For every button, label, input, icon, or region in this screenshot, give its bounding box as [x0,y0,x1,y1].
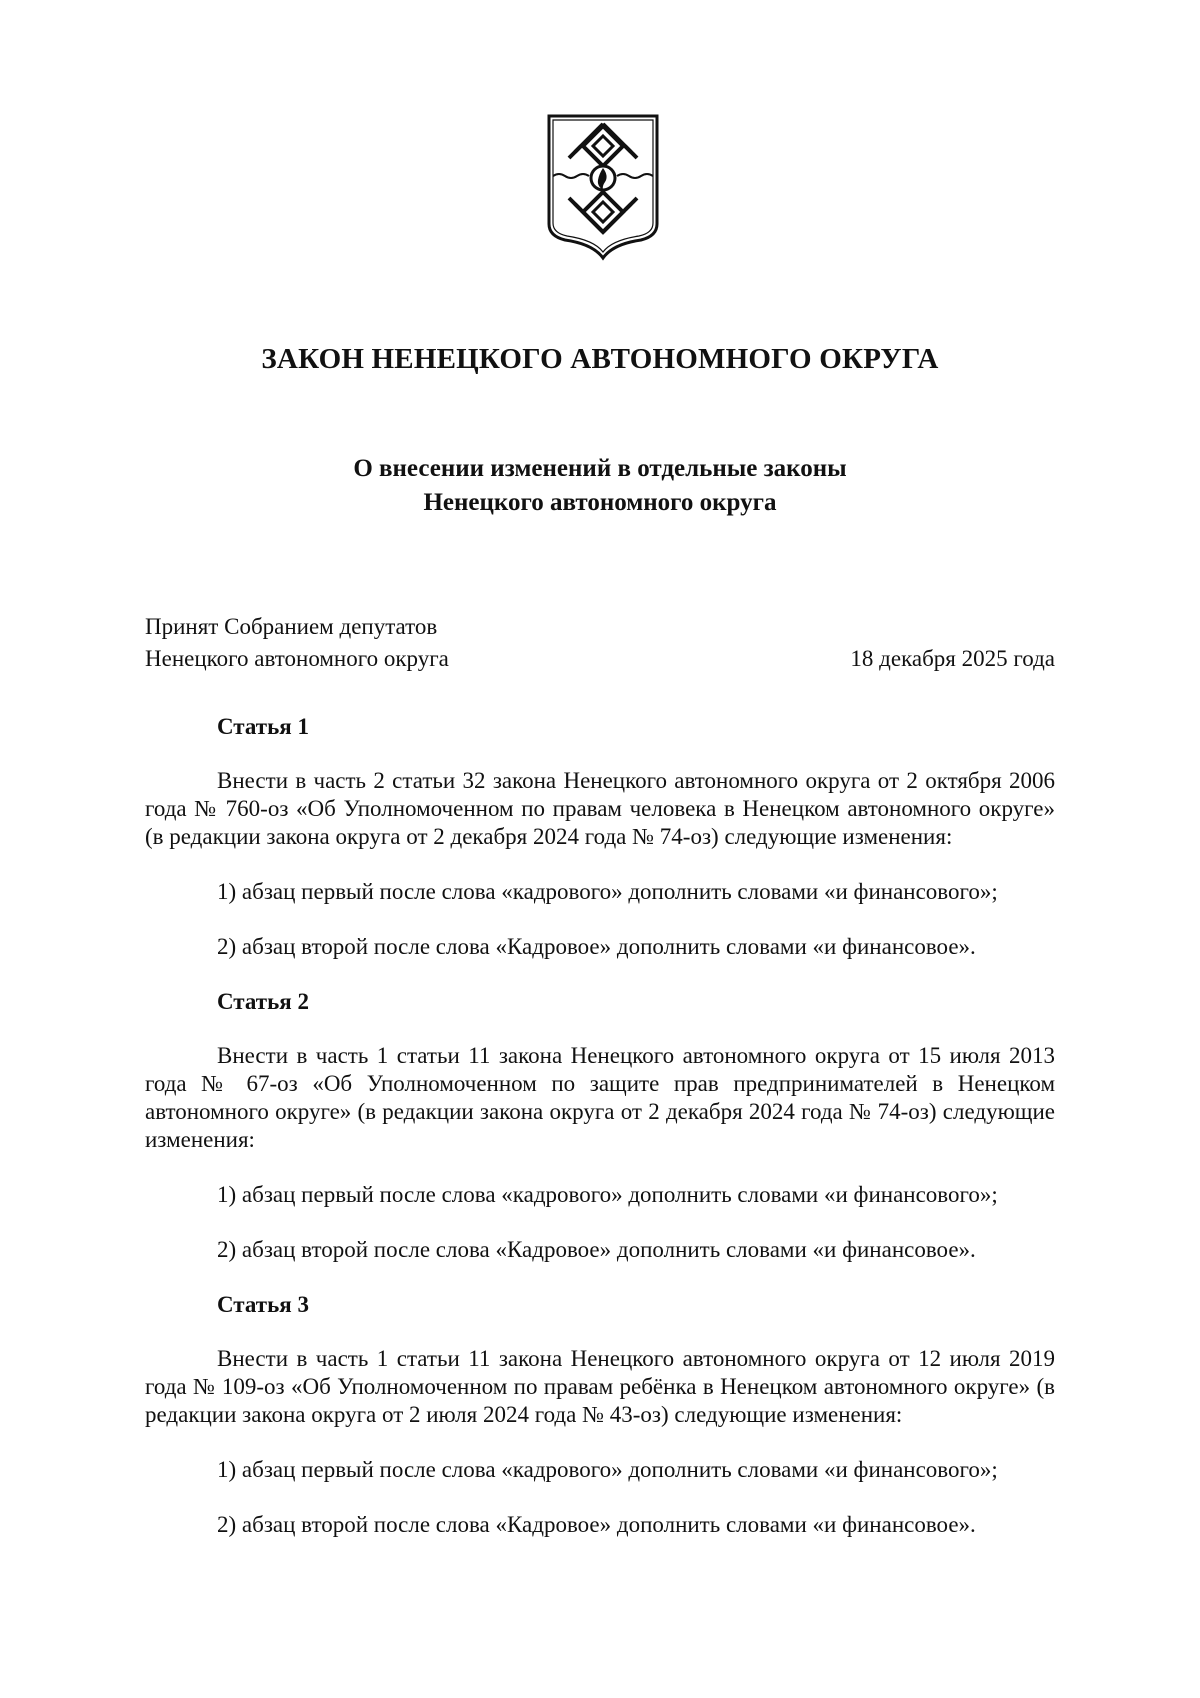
list-item: 2) абзац второй после слова «Кадровое» дополнить словами «и финансовое». [217,1237,976,1262]
article-intro: Внести в часть 1 статьи 11 закона Ненецкого автономного округа от 12 июля 2019 года № 109-оз «Об Уполномоченном по правам ребёнка в Ненецком автономного округе» (в редакции закона округа от 2 июля 2024 года № 43-оз) следующие изменения: [145,1346,1055,1427]
list-item: 2) абзац второй после слова «Кадровое» дополнить словами «и финансовое». [217,1512,976,1537]
adoption-line-1: Принят Собранием депутатов [145,614,438,639]
law-subtitle [0,452,1200,520]
adoption-block [145,611,1055,675]
list-item: 2) абзац второй после слова «Кадровое» дополнить словами «и финансовое». [217,934,976,959]
law-title: ЗАКОН НЕНЕЦКОГО АВТОНОМНОГО ОКРУГА [261,343,939,375]
article-2 [145,988,1055,1264]
adoption-line-2: Ненецкого автономного округа [145,646,449,671]
list-item: 1) абзац первый после слова «кадрового» дополнить словами «и финансового»; [217,879,998,904]
article-heading: Статья 2 [217,989,309,1014]
list-item: 1) абзац первый после слова «кадрового» дополнить словами «и финансового»; [217,1457,998,1482]
article-intro: Внести в часть 2 статьи 32 закона Ненецкого автономного округа от 2 октября 2006 года № 760-оз «Об Уполномоченном по правам человека в Ненецком автономного округе» (в редакции закона округа от 2 декабря 2024 года № 74-оз) следующие изменения: [145,768,1055,849]
subtitle-line-2: Ненецкого автономного округа [423,489,777,516]
article-3 [145,1291,1055,1539]
subtitle-line-1: О внесении изменений в отдельные законы [353,455,847,482]
list-item: 1) абзац первый после слова «кадрового» дополнить словами «и финансового»; [217,1182,998,1207]
nao-coat-of-arms-icon [545,112,661,262]
adoption-date: 18 декабря 2025 года [850,646,1055,671]
article-intro: Внести в часть 1 статьи 11 закона Ненецкого автономного округа от 15 июля 2013 года № 67-оз «Об Уполномоченном по защите прав предпринимателей в Ненецком автономного округе» (в редакции закона округа от 2 декабря 2024 года № 74-оз) следующие изменения: [145,1043,1055,1152]
law-body [145,713,1055,1566]
article-heading: Статья 1 [217,714,309,739]
article-heading: Статья 3 [217,1292,309,1317]
article-1 [145,713,1055,961]
